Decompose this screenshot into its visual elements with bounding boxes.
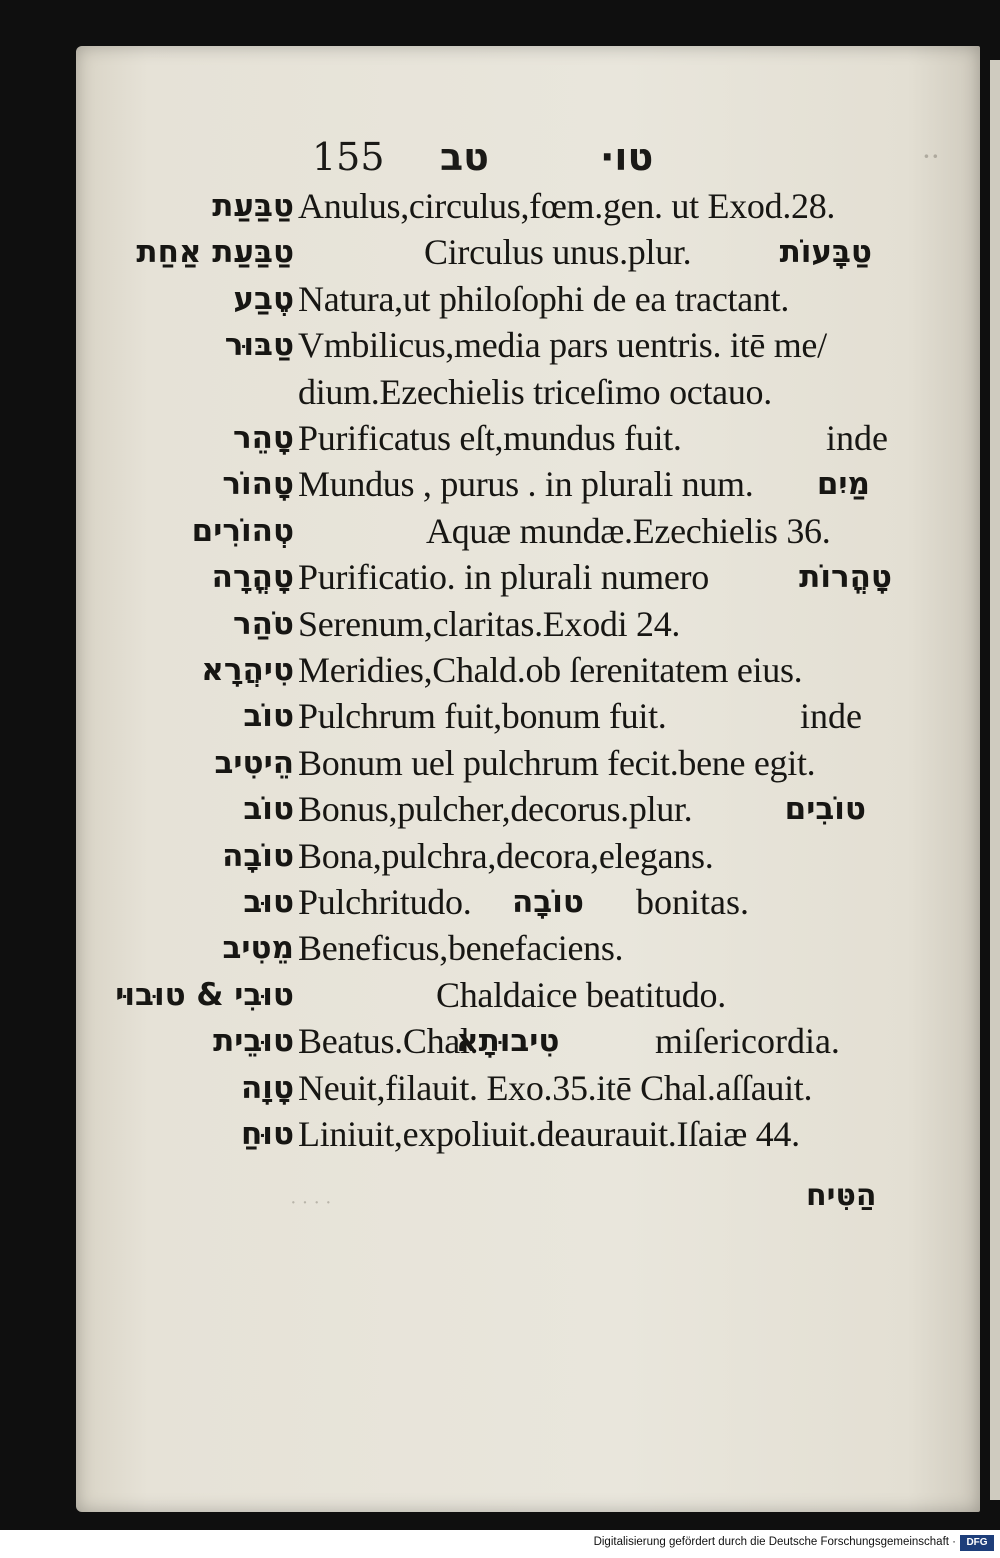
entry-hebrew-trailing: מַיִם — [816, 466, 870, 503]
entry-latin: Aquæ mundæ.Ezechielis 36. — [426, 510, 831, 551]
entry-latin: Bona,pulchra,decora,elegans. — [298, 835, 714, 876]
entry-latin: Anulus,circulus,fœm.gen. ut Exod.28. — [298, 186, 836, 226]
entry-latin: dium.Ezechielis triceſimo octauo. — [298, 371, 772, 412]
entry-hebrew-inline: טוֹבָה — [512, 884, 584, 920]
entry-latin: Circulus unus.plur. — [424, 232, 692, 273]
entry-hebrew: טִיהֲרָא — [201, 652, 294, 688]
entry-row — [0, 229, 1000, 275]
entry-row — [0, 647, 1000, 693]
dfg-logo: DFG — [960, 1535, 994, 1551]
entry-row — [0, 322, 1000, 368]
entry-hebrew: טָוָה — [241, 1069, 294, 1106]
entry-latin-trailing: miſericordia. — [655, 1021, 840, 1062]
entry-row — [0, 972, 1000, 1018]
running-head-hebrew-right: טו· — [600, 135, 654, 179]
entry-hebrew-trailing: טוֹבִים — [784, 791, 866, 828]
entry-latin: Beatus.Chal. — [298, 1021, 479, 1062]
entry-row — [0, 879, 1000, 925]
entry-row — [0, 601, 1000, 647]
entry-latin: Pulchrum fuit,bonum fuit. — [298, 696, 667, 737]
entry-latin: Purificatio. in plurali numero — [298, 557, 709, 598]
entry-latin: Serenum,claritas.Exodi 24. — [298, 603, 681, 644]
page-number: 155 — [312, 135, 385, 179]
entry-hebrew-trailing: טָהֳרוֹת — [799, 559, 892, 596]
running-head-hebrew-left: טב — [440, 135, 489, 179]
entry-hebrew: טוּב — [243, 884, 294, 920]
entry-hebrew-inline: טִיבוּתָא — [456, 1023, 560, 1060]
entry-row — [0, 786, 1000, 832]
entry-hebrew: טָהוֹר — [222, 466, 294, 503]
catchword: הַטִּיח — [806, 1178, 877, 1213]
entry-row — [0, 461, 1000, 507]
entry-latin: Bonus,pulcher,decorus.plur. — [298, 789, 693, 830]
entry-latin: Neuit,filauit. Exo.35.itē Chal.aſſauit. — [298, 1067, 813, 1108]
entry-hebrew: טֹהַר — [232, 605, 294, 642]
entry-row — [0, 1065, 1000, 1111]
entry-row — [0, 740, 1000, 786]
entry-latin: Mundus , purus . in plurali num. — [298, 464, 754, 505]
entry-row — [0, 183, 1000, 229]
entry-row — [0, 1018, 1000, 1064]
entry-row — [0, 276, 1000, 322]
entry-hebrew: טְהוֹרִים — [191, 512, 294, 549]
entry-row — [0, 369, 1000, 415]
entry-latin: Vmbilicus,media pars uentris. itē me/ — [298, 325, 827, 366]
entry-hebrew: טוּחַ — [241, 1116, 294, 1152]
entry-hebrew: הֵיטִיב — [214, 744, 294, 781]
entry-latin: Pulchritudo. — [298, 882, 472, 922]
entry-hebrew-trailing: טַבָּעוֹת — [779, 234, 872, 271]
entry-hebrew: טָהֵר — [232, 420, 294, 456]
entry-hebrew: טוֹב — [243, 791, 294, 828]
entry-latin-trailing: inde — [800, 696, 862, 737]
entry-latin: Meridies,Chald.ob ſerenitatem eius. — [298, 650, 803, 690]
entry-latin: Bonum uel pulchrum fecit.bene egit. — [298, 742, 816, 783]
entry-latin-trailing: bonitas. — [636, 882, 749, 922]
entry-hebrew: טוּבֵית — [213, 1023, 294, 1060]
entry-hebrew: טוֹבָה — [222, 837, 294, 874]
entry-row — [0, 925, 1000, 971]
entry-latin: Purificatus eſt,mundus fuit. — [298, 418, 682, 458]
entry-hebrew: טוּבִי & טוּבוּי — [115, 976, 294, 1013]
entry-latin: Liniuit,expoliuit.deaurauit.Iſaiæ 44. — [298, 1114, 800, 1154]
entry-hebrew: טוֹב — [243, 698, 294, 735]
entry-hebrew: טַבַּעַת — [212, 188, 294, 224]
entry-hebrew: טֶבַע — [233, 280, 294, 317]
entry-row — [0, 554, 1000, 600]
ink-smudge: · · · · — [290, 1192, 332, 1214]
entry-row — [0, 415, 1000, 461]
entry-hebrew: טַבַּעַת אַחַת — [136, 234, 294, 271]
entry-hebrew: טָהֳרָה — [211, 559, 294, 596]
entry-latin: Chaldaice beatitudo. — [436, 974, 726, 1015]
entry-latin: Natura,ut philoſophi de ea tractant. — [298, 278, 790, 319]
footer-credit: Digitalisierung gefördert durch die Deutsche Forschungsgemeinschaft · — [593, 1536, 956, 1548]
entry-hebrew: טַבּוּר — [224, 327, 294, 364]
entry-row — [0, 1111, 1000, 1157]
entry-row — [0, 693, 1000, 739]
entry-latin: Beneficus,benefaciens. — [298, 928, 624, 969]
entry-row — [0, 833, 1000, 879]
bleed-through: ·· — [922, 140, 940, 173]
entry-row — [0, 508, 1000, 554]
entry-hebrew: מֵטִיב — [222, 930, 294, 967]
footer-bar — [0, 1530, 1000, 1558]
entry-latin-trailing: inde — [826, 418, 888, 458]
